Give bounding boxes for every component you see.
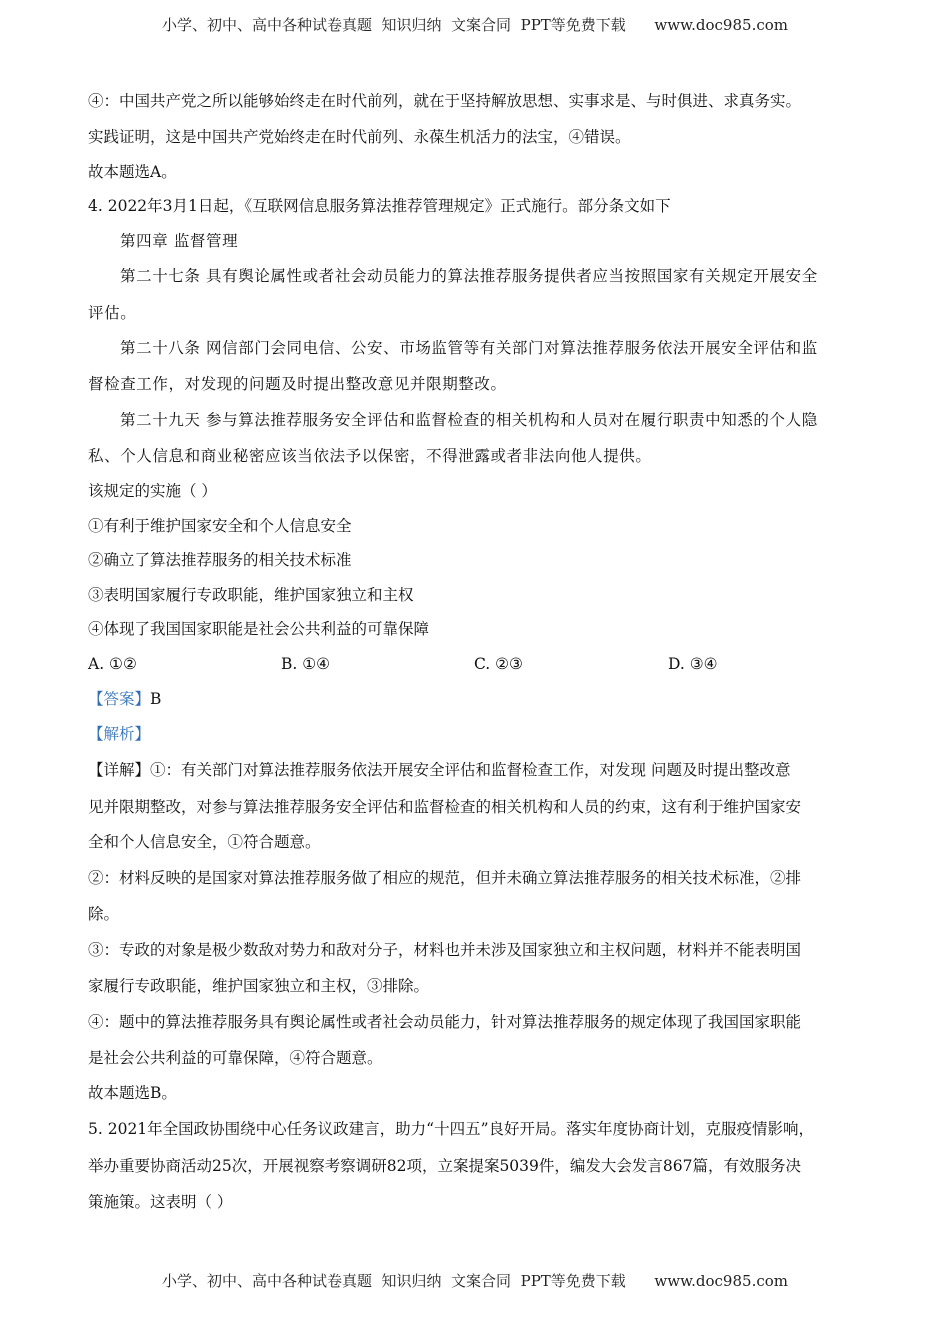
question-5-stem: 5. 2021年全国政协围绕中心任务议政建言，助力“十四五”良好开局。落实年度协商计划，克服疫情影响， bbox=[88, 1120, 815, 1138]
detail-line: ②：材料反映的是国家对算法推荐服务做了相应的规范，但并未确立算法推荐服务的相关技术标准，②排 bbox=[88, 869, 802, 887]
article-28: 第二十八条 网信部门会同电信、公安、市场监管等有关部门对算法推荐服务依法开展安全评估和监 bbox=[120, 339, 818, 357]
article-28-cont: 督检查工作，对发现的问题及时提出整改意见并限期整改。 bbox=[88, 375, 507, 393]
question-5-stem: 举办重要协商活动25次，开展视察考察调研82项，立案提案5039件，编发大会发言867篇，有效服务决 bbox=[88, 1157, 801, 1175]
statement-3: ③表明国家履行专政职能，维护国家独立和主权 bbox=[88, 586, 414, 604]
detail-line: 见并限期整改，对参与算法推荐服务安全评估和监督检查的相关机构和人员的约束，这有利于维护国家安 bbox=[88, 798, 802, 816]
answer-line bbox=[88, 689, 161, 709]
answer-value: B bbox=[150, 690, 162, 708]
detail-line: ③：专政的对象是极少数敌对势力和敌对分子，材料也并未涉及国家独立和主权问题，材料并不能表明国 bbox=[88, 941, 802, 959]
detail-label: 【详解】 bbox=[88, 761, 151, 779]
text-line: ④：中国共产党之所以能够始终走在时代前列，就在于坚持解放思想、实事求是、与时俱进、求真务实。 bbox=[88, 92, 802, 110]
detail-line: 家履行专政职能，维护国家独立和主权，③排除。 bbox=[88, 977, 430, 995]
statement-1: ①有利于维护国家安全和个人信息安全 bbox=[88, 517, 352, 535]
detail-line: ④：题中的算法推荐服务具有舆论属性或者社会动员能力，针对算法推荐服务的规定体现了我国国家职能 bbox=[88, 1013, 802, 1031]
question-5-stem: 策施策。这表明（ ） bbox=[88, 1193, 233, 1211]
option-a: A. ①② bbox=[88, 655, 137, 673]
detail-line bbox=[88, 760, 790, 780]
detail-line: 全和个人信息安全，①符合题意。 bbox=[88, 833, 321, 851]
option-c: C. ②③ bbox=[474, 655, 523, 673]
detail-text: ①：有关部门对算法推荐服务依法开展安全评估和监督检查工作，对发现 问题及时提出整改意 bbox=[150, 761, 791, 779]
answer-label: 【答案】 bbox=[88, 690, 151, 708]
page-footer: 小学、初中、高中各种试卷真题 知识归纳 文案合同 PPT等免费下载 www.doc985.com bbox=[161, 1272, 788, 1290]
statement-4: ④体现了我国国家职能是社会公共利益的可靠保障 bbox=[88, 620, 430, 638]
option-b: B. ①④ bbox=[281, 655, 331, 673]
text-line: 实践证明，这是中国共产党始终走在时代前列、永葆生机活力的法宝，④错误。 bbox=[88, 128, 631, 146]
option-d: D. ③④ bbox=[668, 655, 718, 673]
article-29-cont: 私、个人信息和商业秘密应该当依法予以保密，不得泄露或者非法向他人提供。 bbox=[88, 447, 652, 465]
detail-line: 除。 bbox=[88, 905, 120, 923]
statement-2: ②确立了算法推荐服务的相关技术标准 bbox=[88, 551, 352, 569]
analysis-label: 【解析】 bbox=[88, 725, 151, 743]
detail-line: 是社会公共利益的可靠保障，④符合题意。 bbox=[88, 1049, 383, 1067]
article-29: 第二十九天 参与算法推荐服务安全评估和监督检查的相关机构和人员对在履行职责中知悉的个人隐 bbox=[120, 411, 818, 429]
question-4-stem: 4. 2022年3月1日起，《互联网信息服务算法推荐管理规定》正式施行。部分条文如下 bbox=[88, 197, 671, 215]
page-header: 小学、初中、高中各种试卷真题 知识归纳 文案合同 PPT等免费下载 www.doc985.com bbox=[161, 16, 788, 34]
article-27: 第二十七条 具有舆论属性或者社会动员能力的算法推荐服务提供者应当按照国家有关规定开展安全 bbox=[120, 267, 818, 285]
question-prompt: 该规定的实施（ ） bbox=[88, 482, 217, 500]
article-27-cont: 评估。 bbox=[88, 304, 137, 322]
text-line: 故本题选A。 bbox=[88, 163, 177, 181]
detail-line: 故本题选B。 bbox=[88, 1084, 177, 1102]
chapter-title: 第四章 监督管理 bbox=[120, 232, 239, 250]
